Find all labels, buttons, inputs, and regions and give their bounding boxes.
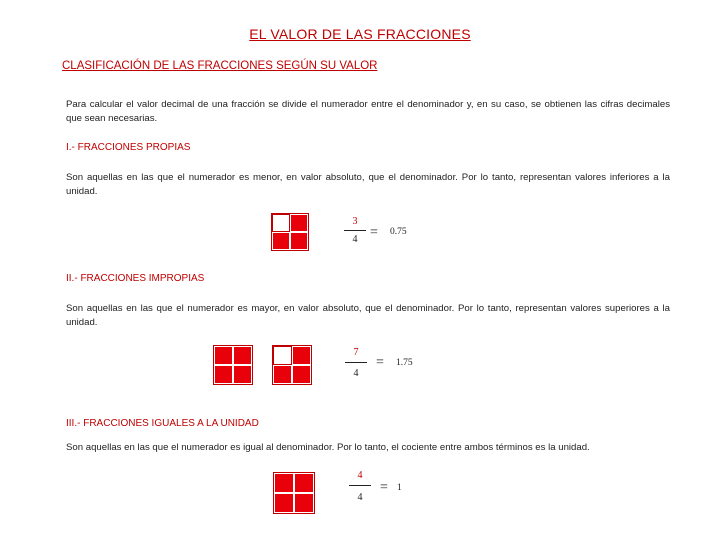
grid-cell-filled — [273, 365, 292, 384]
result-unit: 1 — [397, 483, 402, 493]
grid-cell-filled — [274, 493, 294, 513]
numerator-improper: 7 — [353, 347, 359, 358]
denominator-proper: 4 — [352, 234, 358, 245]
grid-cell-filled — [233, 365, 252, 384]
fraction-bar — [349, 485, 371, 486]
equals-sign: = — [370, 225, 378, 240]
grid-cell-filled — [214, 365, 233, 384]
grid-cell-filled — [290, 232, 308, 250]
grid-cell-empty — [272, 214, 290, 232]
fraction-grid-unit — [273, 472, 315, 514]
fraction-grid-improper-whole — [213, 345, 253, 385]
numerator-proper: 3 — [352, 216, 358, 227]
grid-cell-filled — [292, 346, 311, 365]
equals-sign: = — [376, 355, 384, 370]
section-subtitle: CLASIFICACIÓN DE LAS FRACCIONES SEGÚN SU VALOR — [62, 60, 378, 72]
result-improper: 1.75 — [396, 358, 413, 368]
fraction-bar — [344, 230, 366, 231]
grid-cell-filled — [274, 473, 294, 493]
grid-cell-filled — [272, 232, 290, 250]
numerator-unit: 4 — [357, 470, 363, 481]
heading-improper-fractions: II.- FRACCIONES IMPROPIAS — [66, 273, 205, 284]
page-title: EL VALOR DE LAS FRACCIONES — [249, 26, 471, 42]
text-proper-fractions: Son aquellas en las que el numerador es menor, en valor absoluto, que el denominador. Por lo tanto, representan valores inferiores a la unidad. — [66, 172, 670, 197]
intro-paragraph: Para calcular el valor decimal de una fracción se divide el numerador entre el denominador y, en su caso, se obtienen las cifras decimales que sean necesarias. — [66, 99, 670, 124]
grid-cell-filled — [214, 346, 233, 365]
heading-proper-fractions: I.- FRACCIONES PROPIAS — [66, 142, 191, 153]
result-proper: 0.75 — [390, 227, 407, 237]
fraction-bar — [345, 362, 367, 363]
fraction-grid-improper-part — [272, 345, 312, 385]
fraction-grid-proper — [271, 213, 309, 251]
equals-sign: = — [380, 480, 388, 495]
text-improper-fractions: Son aquellas en las que el numerador es mayor, en valor absoluto, que el denominador. Por lo tanto, representan valores superiores a la unidad. — [66, 303, 670, 328]
grid-cell-filled — [294, 473, 314, 493]
grid-cell-filled — [292, 365, 311, 384]
heading-unit-fractions: III.- FRACCIONES IGUALES A LA UNIDAD — [66, 418, 259, 429]
grid-cell-filled — [290, 214, 308, 232]
grid-cell-empty — [273, 346, 292, 365]
grid-cell-filled — [233, 346, 252, 365]
grid-cell-filled — [294, 493, 314, 513]
denominator-improper: 4 — [353, 368, 359, 379]
denominator-unit: 4 — [357, 492, 363, 503]
text-unit-fractions: Son aquellas en las que el numerador es igual al denominador. Por lo tanto, el cociente entre ambos términos es la unidad. — [66, 442, 590, 453]
